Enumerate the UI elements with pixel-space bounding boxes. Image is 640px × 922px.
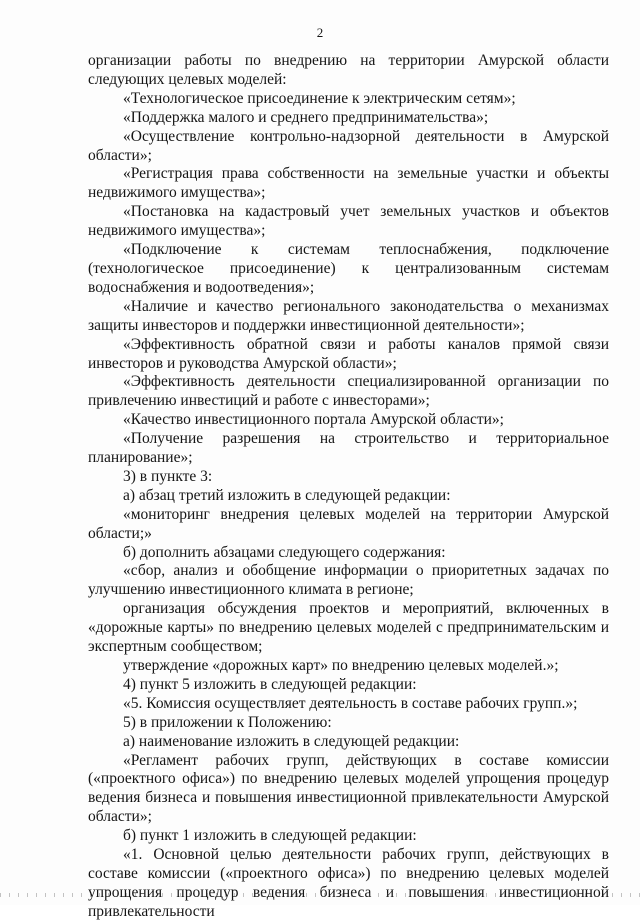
page-number: 2 — [316, 25, 324, 40]
paragraph: б) пункт 1 изложить в следующей редакции: — [123, 827, 417, 845]
paragraph: «Получение разрешения на строительство и территориальное планирование»; — [88, 430, 609, 467]
paragraph: «Технологическое присоединение к электрическим сетям»; — [123, 89, 516, 107]
paragraph: 4) пункт 5 изложить в следующей редакции: — [123, 675, 417, 693]
paragraph: «Поддержка малого и среднего предпринимательства»; — [123, 108, 489, 126]
paragraph: «5. Комиссия осуществляет деятельность в составе рабочих групп.»; — [123, 694, 578, 712]
paragraph: «Наличие и качество регионального законодательства о механизмах защиты инвесторов и поддержки инвестиционной деятельности»; — [88, 297, 609, 334]
paragraph: «Качество инвестиционного портала Амурской области»; — [123, 411, 504, 429]
paragraph: 3) в пункте 3: — [123, 467, 213, 485]
paragraph: «1. Основной целью деятельности рабочих групп, действующих в составе комиссии («проектного офиса») по внедрению целевых моделей упрощения процедур ведения бизнеса и повышения инвестиционной привлекательности — [88, 846, 609, 920]
document-body — [88, 52, 609, 922]
paragraph: организации работы по внедрению на территории Амурской области следующих целевых моделей: — [88, 52, 609, 88]
paragraph: «Регистрация права собственности на земельные участки и объекты недвижимого имущества»; — [88, 165, 609, 202]
paragraph: «мониторинг внедрения целевых моделей на территории Амурской области;» — [88, 505, 609, 542]
paragraph: «Эффективность деятельности специализированной организации по привлечению инвестиций и работе с инвесторами»; — [88, 373, 609, 410]
paragraph: организация обсуждения проектов и мероприятий, включенных в «дорожные карты» по внедрению целевых моделей с предпринимательским и экспертным сообществом; — [88, 600, 609, 656]
scan-edge-artifact — [0, 893, 640, 897]
paragraph: а) наименование изложить в следующей редакции: — [123, 732, 460, 750]
paragraph: «Эффективность обратной связи и работы каналов прямой связи инвесторов и руководства Амурской области»; — [88, 335, 609, 372]
paragraph: 5) в приложении к Положению: — [123, 713, 332, 731]
paragraph: утверждение «дорожных карт» по внедрению целевых моделей.»; — [123, 657, 559, 674]
paragraph: а) абзац третий изложить в следующей редакции: — [123, 486, 451, 504]
paragraph: «Осуществление контрольно-надзорной деятельности в Амурской области»; — [88, 127, 609, 164]
paragraph: «Постановка на кадастровый учет земельных участков и объектов недвижимого имущества»; — [88, 203, 609, 240]
paragraph: «сбор, анализ и обобщение информации о приоритетных задачах по улучшению инвестиционного климата в регионе; — [88, 562, 609, 599]
paragraph: «Подключение к системам теплоснабжения, подключение (технологическое присоединение) к централизованным системам водоснабжения и водоотведения»; — [88, 241, 609, 296]
paragraph: «Регламент рабочих групп, действующих в составе комиссии («проектного офиса») по внедрению целевых моделей упрощения процедур ведения бизнеса и повышения инвестиционной привлекательности Амурской области»; — [88, 751, 609, 826]
paragraph: б) дополнить абзацами следующего содержания: — [123, 543, 446, 561]
